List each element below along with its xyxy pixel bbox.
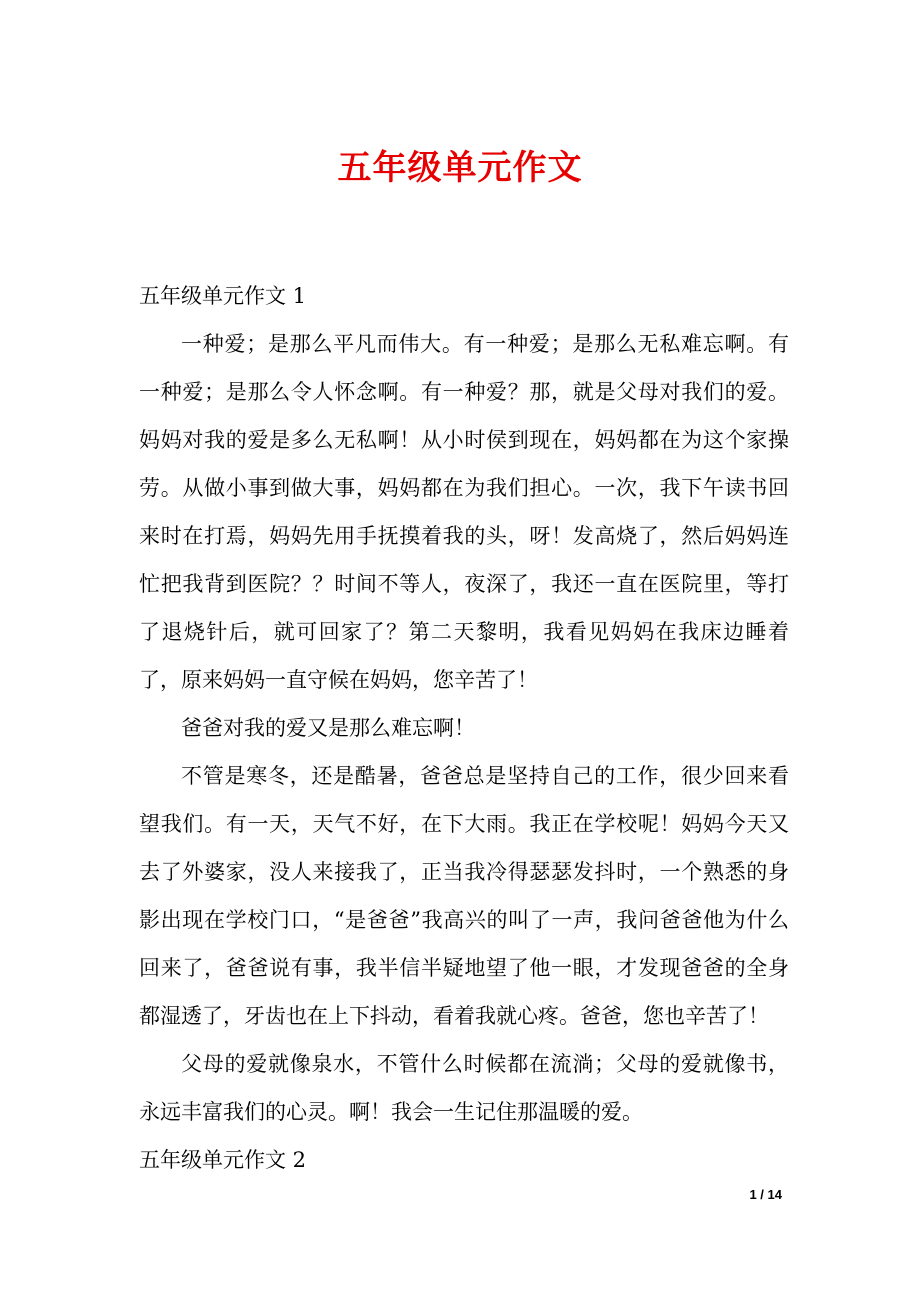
section-heading-2: 五年级单元作文 2 <box>139 1148 307 1172</box>
page-title: 五年级单元作文 <box>337 148 583 188</box>
paragraph: 父母的爱就像泉水，不管什么时候都在流淌；父母的爱就像书，永远丰富我们的心灵。啊！我会一生记住那温暖的爱。 <box>139 1052 789 1124</box>
document-body <box>139 272 789 1184</box>
paragraph: 爸爸对我的爱又是那么难忘啊！ <box>181 716 475 740</box>
page-number: 1 / 14 <box>749 1187 782 1202</box>
paragraph: 不管是寒冬，还是酷暑，爸爸总是坚持自己的工作，很少回来看望我们。有一天，天气不好，在下大雨。我正在学校呢！妈妈今天又去了外婆家，没人来接我了，正当我冷得瑟瑟发抖时，一个熟悉的身影出现在学校门口，“是爸爸”我高兴的叫了一声，我问爸爸他为什么回来了，爸爸说有事，我半信半疑地望了他一眼，才发现爸爸的全身都湿透了，牙齿也在上下抖动，看着我就心疼。爸爸，您也辛苦了！ <box>139 764 789 1028</box>
section-heading-1: 五年级单元作文 1 <box>139 284 307 308</box>
paragraph: 一种爱；是那么平凡而伟大。有一种爱；是那么无私难忘啊。有一种爱；是那么令人怀念啊。有一种爱？那，就是父母对我们的爱。妈妈对我的爱是多么无私啊！从小时侯到现在，妈妈都在为这个家操劳。从做小事到做大事，妈妈都在为我们担心。一次，我下午读书回来时在打焉，妈妈先用手抚摸着我的头，呀！发高烧了，然后妈妈连忙把我背到医院？？时间不等人，夜深了，我还一直在医院里，等打了退烧针后，就可回家了？第二天黎明，我看见妈妈在我床边睡着了，原来妈妈一直守候在妈妈，您辛苦了！ <box>139 332 789 692</box>
